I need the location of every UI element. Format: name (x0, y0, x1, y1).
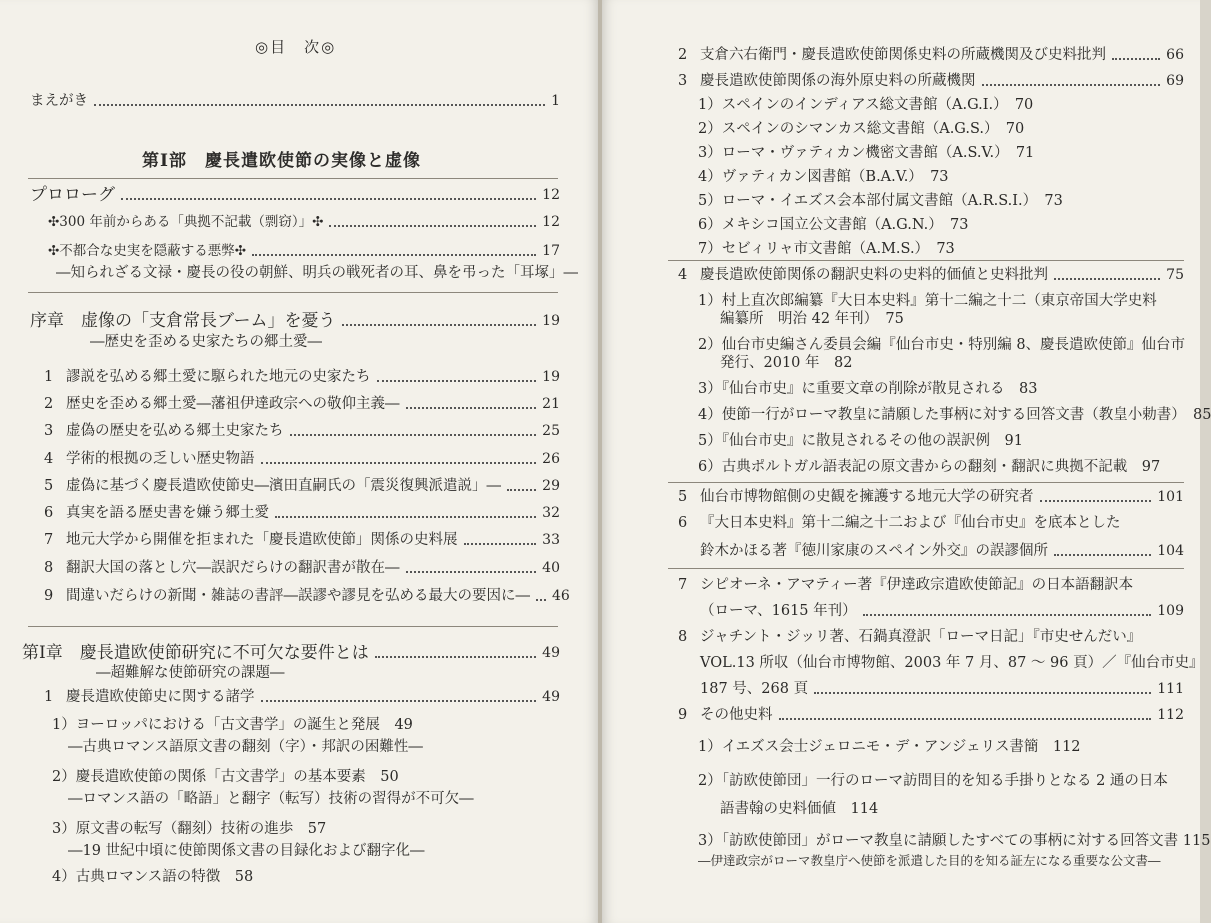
toc-entry-s4-item-5: 5）『仙台市史』に散見されるその他の誤訳例 91 (698, 433, 1023, 449)
toc-entry-s3-item-5: 5）ローマ・イエズス会本部付属文書館（A.R.S.I.） 73 (698, 193, 1063, 209)
toc-entry-s3-item-4: 4）ヴァティカン図書館（B.A.V.） 73 (698, 169, 949, 185)
divider (668, 482, 1184, 483)
toc-entry-s9: 9 その他史料 112 (678, 707, 1184, 723)
toc-entry-s8: 8 ジャチント・ジッリ著、石鍋真澄訳「ローマ日記」『市史せんだい』 (678, 629, 1142, 645)
toc-entry-s9-item-2-cont: 語書翰の史料価値 114 (720, 801, 879, 817)
ch1-item-3-subtitle: ―19 世紀中頃に使節関係文書の目録化および翻字化― (68, 843, 425, 859)
toc-entry-prologue-item-2: ✣不都合な史実を隠蔽する悪弊✣ 17 (48, 243, 560, 259)
toc-entry-s3: 3 慶長遣欧使節関係の海外原史料の所蔵機関 69 (678, 73, 1184, 89)
toc-entry-ch1-section1: 1 慶長遣欧使節史に関する諸学 49 (44, 689, 560, 705)
toc-entry-josho-4: 4 学術的根拠の乏しい歴史物語 26 (44, 451, 560, 467)
toc-entry-s9-item-1: 1）イエズス会士ジェロニモ・デ・アンジェリス書簡 112 (698, 739, 1081, 755)
toc-entry-josho-3: 3 虚偽の歴史を弘める郷土史家たち 25 (44, 423, 560, 439)
toc-entry-josho-6: 6 真実を語る歴史書を嫌う郷土愛 32 (44, 505, 560, 521)
toc-entry-prologue-item-1: ✣300 年前からある「典拠不記載（剽窃）」✣ 12 (48, 214, 560, 230)
prologue-subtitle: ―知られざる文禄・慶長の役の朝鮮、明兵の戦死者の耳、鼻を弔った「耳塚」― (56, 265, 578, 281)
toc-entry-s8-cont-2: 187 号、268 頁 111 (700, 681, 1184, 697)
toc-entry-s9-item-3-subtitle: ―伊達政宗がローマ教皇庁へ使節を派遣した目的を知る証左になる重要な公文書― (698, 853, 1161, 868)
toc-entry-josho-8: 8 翻訳大国の落とし穴―誤訳だらけの翻訳書が散在― 40 (44, 560, 560, 576)
toc-entry-s4-item-2: 2）仙台市史編さん委員会編『仙台市史・特別編 8、慶長遣欧使節』仙台市 (698, 337, 1186, 353)
part-title: 第Ⅰ部 慶長遣欧使節の実像と虚像 (142, 151, 421, 171)
ch1-item-1-subtitle: ―古典ロマンス語原文書の翻刻（字）・邦訳の困難性― (68, 739, 423, 755)
toc-entry-s7: 7 シピオーネ・アマティー著『伊達政宗遣欧使節記』の日本語翻訳本 (678, 577, 1134, 593)
toc-entry-s9-item-3: 3）「訪欧使節団」がローマ教皇に請願したすべての事柄に対する回答文書 115 (698, 833, 1211, 849)
toc-entry-ch1-item-2: 2）慶長遣欧使節の関係「古文書学」の基本要素 50 (52, 769, 399, 785)
toc-entry-s9-item-2: 2）「訪欧使節団」一行のローマ訪問目的を知る手掛りとなる 2 通の日本 (698, 773, 1168, 789)
toc-entry-s4-item-1: 1）村上直次郎編纂『大日本史料』第十二編之十二（東京帝国大学史料 (698, 293, 1157, 309)
toc-entry-josho-1: 1 謬説を弘める郷土愛に駆られた地元の史家たち 19 (44, 369, 560, 385)
toc-entry-maegaki: まえがき 1 (30, 93, 560, 109)
toc-entry-s3-item-3: 3）ローマ・ヴァティカン機密文書館（A.S.V.） 71 (698, 145, 1035, 161)
toc-entry-josho-5: 5 虚偽に基づく慶長遣欧使節史―濱田直嗣氏の「震災復興派遣説」― 29 (44, 478, 560, 494)
toc-entry-s8-cont-1: VOL.13 所収（仙台市博物館、2003 年 7 月、87 ～ 96 頁）／『仙台市史』 (700, 655, 1204, 671)
toc-entry-ch1-item-1: 1）ヨーロッパにおける「古文書学」の誕生と発展 49 (52, 717, 413, 733)
josho-subtitle: ―歴史を歪める史家たちの郷土愛― (90, 334, 322, 350)
toc-entry-s5: 5 仙台市博物館側の史観を擁護する地元大学の研究者 101 (678, 489, 1184, 505)
toc-entry-s7-cont: （ローマ、1615 年刊） 109 (700, 603, 1184, 619)
divider (28, 178, 558, 179)
toc-entry-prologue: プロローグ 12 (30, 185, 560, 205)
toc-entry-s3-item-6: 6）メキシコ国立公文書館（A.G.N.） 73 (698, 217, 969, 233)
toc-entry-ch1-item-3: 3）原文書の転写（翻刻）技術の進歩 57 (52, 821, 327, 837)
toc-entry-s3-item-1: 1）スペインのインディアス総文書館（A.G.I.） 70 (698, 97, 1034, 113)
toc-entry-josho-7: 7 地元大学から開催を拒まれた「慶長遣欧使節」関係の史料展 33 (44, 532, 560, 548)
toc-entry-s4-item-3: 3）『仙台市史』に重要文章の削除が散見される 83 (698, 381, 1038, 397)
toc-entry-s4: 4 慶長遣欧使節関係の翻訳史料の史料的価値と史料批判 75 (678, 267, 1184, 283)
toc-entry-s4-item-6: 6）古典ポルトガル語表記の原文書からの翻刻・翻訳に典拠不記載 97 (698, 459, 1161, 475)
divider (668, 568, 1184, 569)
left-page (0, 0, 598, 923)
toc-entry-josho-2: 2 歴史を歪める郷土愛―藩祖伊達政宗への敬仰主義― 21 (44, 396, 560, 412)
divider (28, 292, 558, 293)
ch1-item-2-subtitle: ―ロマンス語の「略語」と翻字（転写）技術の習得が不可欠― (68, 791, 474, 807)
toc-entry-josho-9: 9 間違いだらけの新聞・雑誌の書評―誤謬や謬見を弘める最大の要因に― 46 (44, 588, 570, 604)
toc-entry-s6-cont: 鈴木かほる著『徳川家康のスペイン外交』の誤謬個所 104 (700, 543, 1184, 559)
divider (28, 626, 558, 627)
toc-entry-s4-item-1-cont: 編纂所 明治 42 年刊） 75 (720, 311, 904, 327)
toc-entry-s3-item-2: 2）スペインのシマンカス総文書館（A.G.S.） 70 (698, 121, 1025, 137)
toc-entry-ch1-item-4: 4）古典ロマンス語の特徴 58 (52, 869, 254, 885)
toc-entry-chapter1: 第Ⅰ章 慶長遣欧使節研究に不可欠な要件とは 49 (22, 643, 560, 663)
toc-entry-josho: 序章 虚像の「支倉常長ブーム」を憂う 19 (30, 311, 560, 331)
divider (668, 260, 1184, 261)
toc-title: ◎目 次◎ (255, 38, 337, 56)
toc-entry-s4-item-4: 4）使節一行がローマ教皇に請願した事柄に対する回答文書（教皇小勅書） 85 (698, 407, 1211, 423)
toc-entry-s6: 6 『大日本史料』第十二編之十二および『仙台市史』を底本とした (678, 515, 1121, 531)
toc-entry-s3-item-7: 7）セビィリャ市文書館（A.M.S.） 73 (698, 241, 955, 257)
toc-entry-s4-item-2-cont: 発行、2010 年 82 (720, 355, 853, 371)
toc-entry-s2: 2 支倉六右衛門・慶長遣欧使節関係史料の所蔵機関及び史料批判 66 (678, 47, 1184, 63)
chapter1-subtitle: ―超難解な使節研究の課題― (96, 665, 285, 681)
right-page (602, 0, 1211, 923)
